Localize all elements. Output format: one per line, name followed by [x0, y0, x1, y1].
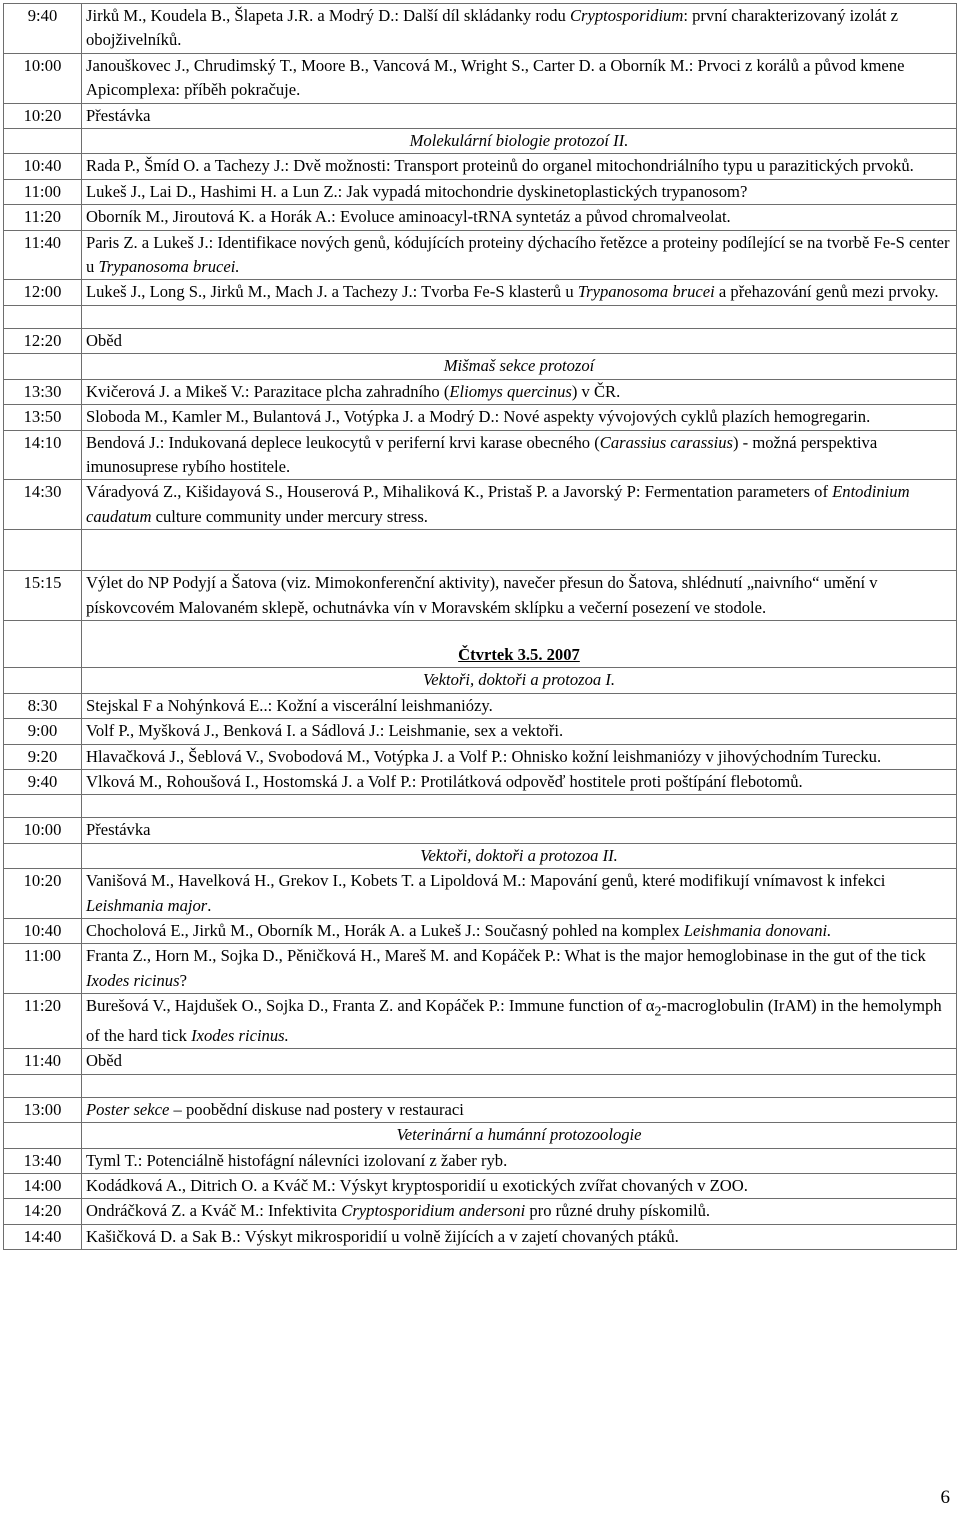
talk-text: .	[207, 895, 212, 915]
schedule-row	[4, 379, 957, 404]
schedule-row	[4, 405, 957, 430]
time-cell: 11:20	[4, 994, 82, 1049]
talk-text: -macroglobulin (IrAM) in the hemolymph of the hard tick	[86, 996, 942, 1045]
empty-cell	[4, 620, 82, 667]
talk-cell	[82, 103, 957, 128]
talk-cell	[82, 769, 957, 794]
time-cell: 10:40	[4, 919, 82, 944]
italic-text: Leishmania donovani.	[683, 921, 832, 940]
talk-cell	[82, 571, 957, 621]
spacer-row	[4, 1074, 957, 1097]
schedule-body	[4, 4, 957, 1250]
time-cell: 14:10	[4, 430, 82, 480]
talk-cell	[82, 280, 957, 305]
empty-cell	[82, 795, 957, 818]
time-cell: 9:20	[4, 744, 82, 769]
empty-cell	[4, 530, 82, 571]
schedule-table	[3, 3, 957, 1250]
talk-cell	[82, 379, 957, 404]
talk-cell	[82, 179, 957, 204]
day-heading	[82, 620, 957, 667]
talk-cell	[82, 1148, 957, 1173]
empty-cell	[4, 668, 82, 693]
talk-text: Stejskal F a Nohýnková E..: Kožní a viscerální leishmaniózy.	[86, 695, 493, 715]
empty-cell	[82, 1074, 957, 1097]
italic-text: Ixodes ricinus	[86, 970, 180, 990]
talk-text: pro různé druhy pískomilů.	[525, 1201, 711, 1221]
section-heading-row	[4, 668, 957, 693]
page-number: 6	[940, 1487, 950, 1508]
talk-text: culture community under mercury stress.	[151, 506, 428, 526]
schedule-row	[4, 103, 957, 128]
talk-text: Kašičková D. a Sak B.: Výskyt mikrosporidií u volně žijících a v zajetí chovaných ptáků.	[86, 1226, 679, 1246]
schedule-row	[4, 818, 957, 843]
talk-cell	[82, 480, 957, 530]
talk-cell	[82, 1097, 957, 1122]
time-cell: 14:40	[4, 1224, 82, 1249]
section-heading-row	[4, 129, 957, 154]
talk-cell	[82, 1049, 957, 1074]
talk-text: Tyml T.: Potenciálně histofágní nálevníci izolovaní z žaber ryb.	[86, 1150, 508, 1170]
schedule-row	[4, 230, 957, 280]
italic-text: Cryptosporidium	[569, 6, 684, 25]
talk-cell	[82, 944, 957, 994]
empty-cell	[4, 129, 82, 154]
day-heading-text: Čtvrtek 3.5. 2007	[458, 644, 580, 664]
talk-cell	[82, 53, 957, 103]
talk-text: ) v ČR.	[571, 381, 621, 401]
time-cell: 11:40	[4, 1049, 82, 1074]
time-cell: 13:40	[4, 1148, 82, 1173]
talk-text: Přestávka	[86, 105, 151, 125]
schedule-row	[4, 1049, 957, 1074]
section-heading: Vektoři, doktoři a protozoa I.	[82, 668, 957, 693]
time-cell: 9:40	[4, 769, 82, 794]
italic-text: Cryptosporidium andersoni	[341, 1201, 526, 1221]
schedule-row	[4, 328, 957, 353]
empty-cell	[4, 1074, 82, 1097]
italic-text: Leishmania major	[86, 895, 208, 915]
schedule-row	[4, 869, 957, 919]
section-heading-row	[4, 843, 957, 868]
time-cell: 10:20	[4, 869, 82, 919]
talk-text: Volf P., Myšková J., Benková I. a Sádlová J.: Leishmanie, sex a vektoři.	[86, 721, 564, 741]
time-cell: 14:20	[4, 1199, 82, 1224]
schedule-row	[4, 205, 957, 230]
talk-cell	[82, 4, 957, 54]
talk-text: Oběd	[86, 1051, 122, 1071]
schedule-row	[4, 430, 957, 480]
time-cell: 10:00	[4, 818, 82, 843]
empty-cell	[4, 795, 82, 818]
talk-text: : první charakterizovaný izolát z obojživelníků.	[86, 6, 899, 50]
italic-text: Trypanosoma brucei.	[98, 257, 240, 277]
schedule-row	[4, 919, 957, 944]
schedule-row	[4, 1199, 957, 1224]
italic-text: Carassius carassius	[599, 432, 733, 452]
schedule-row	[4, 4, 957, 54]
talk-text: Paris Z. a Lukeš J.: Identifikace nových genů, kódujících proteiny dýchacího řetězce a proteiny podílející se na tvorbě Fe-S center u	[86, 232, 950, 277]
subscript-text: 2	[654, 1003, 662, 1019]
talk-text: Chocholová E., Jirků M., Oborník M., Horák A. a Lukeš J.: Současný pohled na komplex	[86, 921, 684, 940]
talk-cell	[82, 230, 957, 280]
schedule-row	[4, 280, 957, 305]
schedule-row	[4, 571, 957, 621]
talk-text: Janouškovec J., Chrudimský T., Moore B., Vancová M., Wright S., Carter D. a Oborník M.: Prvoci z korálů a původ kmene Apicomplexa: příběh pokračuje.	[86, 55, 905, 100]
schedule-row	[4, 944, 957, 994]
talk-text: Oběd	[86, 330, 122, 350]
talk-cell	[82, 430, 957, 480]
time-cell: 11:40	[4, 230, 82, 280]
time-cell: 9:00	[4, 719, 82, 744]
talk-text: Vlková M., Rohoušová I., Hostomská J. a Volf P.: Protilátková odpověď hostitele proti poštípání flebotomů.	[86, 771, 803, 791]
talk-text: Váradyová Z., Kišidayová S., Houserová P., Mihaliková K., Pristaš P. a Javorský P: Fermentation parameters of	[86, 482, 833, 502]
time-cell: 13:00	[4, 1097, 82, 1122]
talk-text: Lukeš J., Lai D., Hashimi H. a Lun Z.: Jak vypadá mitochondrie dyskinetoplastických trypanosom?	[86, 181, 748, 201]
schedule-row	[4, 994, 957, 1049]
time-cell: 10:20	[4, 103, 82, 128]
section-heading-row	[4, 354, 957, 379]
section-heading: Vektoři, doktoři a protozoa II.	[82, 843, 957, 868]
talk-cell	[82, 744, 957, 769]
schedule-row	[4, 744, 957, 769]
talk-text: Kvičerová J. a Mikeš V.: Parazitace plcha zahradního (	[86, 381, 450, 401]
schedule-row	[4, 179, 957, 204]
time-cell: 13:50	[4, 405, 82, 430]
talk-cell	[82, 693, 957, 718]
talk-cell	[82, 1173, 957, 1198]
talk-text: Lukeš J., Long S., Jirků M., Mach J. a Tachezy J.: Tvorba Fe-S klasterů u	[86, 282, 578, 302]
talk-cell	[82, 818, 957, 843]
section-heading: Veterinární a humánní protozoologie	[82, 1123, 957, 1148]
schedule-row	[4, 154, 957, 179]
schedule-row	[4, 1148, 957, 1173]
empty-cell	[82, 305, 957, 328]
schedule-row	[4, 480, 957, 530]
talk-text: Ondráčková Z. a Kváč M.: Infektivita	[86, 1201, 342, 1221]
schedule-row	[4, 693, 957, 718]
schedule-row	[4, 1097, 957, 1122]
time-cell: 11:00	[4, 179, 82, 204]
spacer-row	[4, 530, 957, 571]
time-cell: 14:30	[4, 480, 82, 530]
talk-cell	[82, 919, 957, 944]
section-heading: Molekulární biologie protozoí II.	[82, 129, 957, 154]
talk-text: Kodádková A., Ditrich O. a Kváč M.: Výskyt kryptosporidií u exotických zvířat chovaných v ZOO.	[86, 1175, 748, 1195]
italic-text: Trypanosoma brucei	[577, 282, 715, 302]
talk-text: Franta Z., Horn M., Sojka D., Pěničková H., Mareš M. and Kopáček P.: What is the major hemoglobinase in the gut of the tick	[86, 946, 926, 966]
time-cell: 15:15	[4, 571, 82, 621]
time-cell: 12:20	[4, 328, 82, 353]
time-cell: 8:30	[4, 693, 82, 718]
empty-cell	[4, 1123, 82, 1148]
talk-cell	[82, 994, 957, 1049]
time-cell: 14:00	[4, 1173, 82, 1198]
italic-text: Ixodes ricinus.	[191, 1025, 289, 1045]
spacer-row	[4, 305, 957, 328]
talk-cell	[82, 405, 957, 430]
time-cell: 9:40	[4, 4, 82, 54]
time-cell: 13:30	[4, 379, 82, 404]
section-heading-row	[4, 1123, 957, 1148]
schedule-row	[4, 1173, 957, 1198]
talk-text: Burešová V., Hajdušek O., Sojka D., Franta Z. and Kopáček P.: Immune function of α	[86, 996, 655, 1016]
day-heading-row	[4, 620, 957, 667]
talk-cell	[82, 719, 957, 744]
talk-text: ) - možná perspektiva imunosuprese rybího hostitele.	[86, 432, 878, 476]
spacer-row	[4, 795, 957, 818]
italic-text: Poster sekce	[86, 1099, 170, 1119]
schedule-row	[4, 1224, 957, 1249]
talk-text: Rada P., Šmíd O. a Tachezy J.: Dvě možnosti: Transport proteinů do organel mitochondriálního typu u parazitických prvoků.	[86, 156, 914, 176]
schedule-row	[4, 53, 957, 103]
talk-text: – poobědní diskuse nad postery v restauraci	[169, 1099, 464, 1119]
talk-cell	[82, 328, 957, 353]
time-cell: 11:00	[4, 944, 82, 994]
italic-text: Entodinium caudatum	[86, 482, 910, 526]
schedule-row	[4, 719, 957, 744]
section-heading: Mišmaš sekce protozoí	[82, 354, 957, 379]
talk-text: Výlet do NP Podyjí a Šatova (viz. Mimokonferenční aktivity), navečer přesun do Šatova, shlédnutí „naivního“ umění v pískovcovém Malovaném sklepě, ochutnávka vín v Moravském sklípku a večerní posezení ve stodole.	[86, 573, 878, 617]
talk-cell	[82, 869, 957, 919]
empty-cell	[4, 843, 82, 868]
talk-text: ?	[179, 970, 187, 990]
talk-text: Jirků M., Koudela B., Šlapeta J.R. a Modrý D.: Další díl skládanky rodu	[86, 6, 570, 25]
talk-cell	[82, 1224, 957, 1249]
time-cell: 10:40	[4, 154, 82, 179]
talk-cell	[82, 1199, 957, 1224]
empty-cell	[4, 305, 82, 328]
talk-text: Bendová J.: Indukovaná deplece leukocytů v periferní krvi karase obecného (	[86, 432, 600, 452]
talk-text: Hlavačková J., Šeblová V., Svobodová M., Votýpka J. a Volf P.: Ohnisko kožní leishmaniózy v jihovýchodním Turecku.	[86, 746, 882, 766]
talk-cell	[82, 154, 957, 179]
talk-text: Oborník M., Jiroutová K. a Horák A.: Evoluce aminoacyl-tRNA syntetáz a původ chromalveolat.	[86, 207, 731, 227]
time-cell: 11:20	[4, 205, 82, 230]
italic-text: Eliomys quercinus	[449, 381, 572, 401]
empty-cell	[4, 354, 82, 379]
time-cell: 12:00	[4, 280, 82, 305]
talk-text: Sloboda M., Kamler M., Bulantová J., Votýpka J. a Modrý D.: Nové aspekty vývojových cyklů plazích hemogregarin.	[86, 407, 871, 427]
talk-text: a přehazování genů mezi prvoky.	[714, 282, 939, 302]
talk-text: Přestávka	[86, 820, 151, 840]
schedule-row	[4, 769, 957, 794]
empty-cell	[82, 530, 957, 571]
talk-text: Vanišová M., Havelková H., Grekov I., Kobets T. a Lipoldová M.: Mapování genů, které modifikují vnímavost k infekci	[86, 871, 886, 891]
talk-cell	[82, 205, 957, 230]
time-cell: 10:00	[4, 53, 82, 103]
